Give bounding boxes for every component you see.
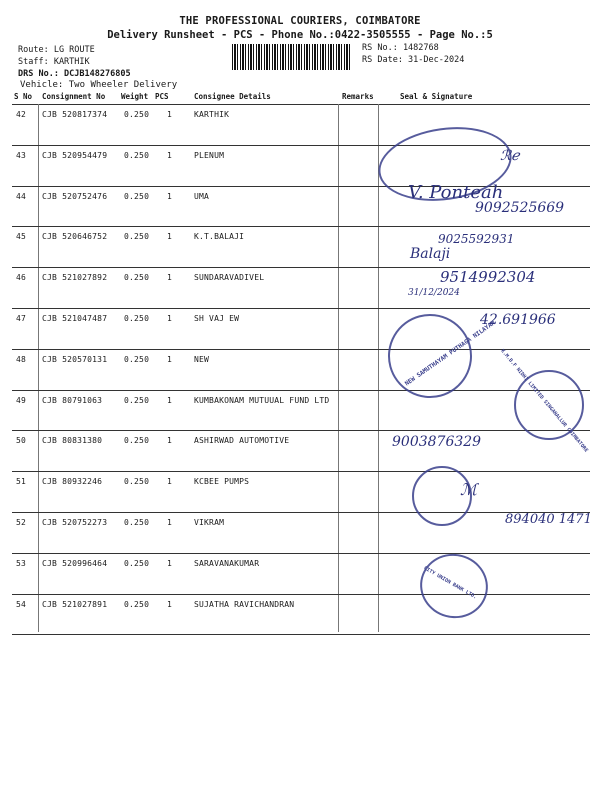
cell-sno: 44 [16,191,27,201]
company-title: THE PROFESSIONAL COURIERS, COIMBATORE [179,15,421,27]
row-divider [12,512,590,513]
cell-consignment: CJB 520752476 [42,191,108,201]
cell-sno: 52 [16,518,27,527]
cell-weight: 0.250 [124,191,150,201]
cell-consignee: SUNDARAVADIVEL [194,273,265,283]
row-divider [12,471,590,472]
col-pcs: PCS [155,92,169,101]
phone-46: 9514992304 [440,268,536,286]
cell-weight: 0.250 [124,518,150,527]
cell-pcs: 1 [167,395,173,405]
runsheet-subtitle: Delivery Runsheet - PCS - Phone No.:0422-3505555 - Page No.:5 [107,29,493,41]
signature-44: V. Ponteah [408,182,504,203]
stamp-53-text: CITY UNION BANK LTD. [422,565,478,601]
cell-pcs: 1 [167,436,173,446]
cell-consignment: CJB 521027891 [42,599,108,609]
cell-consignee: PLENUM [194,150,225,160]
col-seal: Seal & Signature [400,92,473,101]
cell-consignment: CJB 520570131 [42,354,108,364]
cell-consignee: VIKRAM [194,518,225,527]
cell-weight: 0.250 [124,436,150,446]
stamp-48-text: NEW SAMUTHAYAM PUTHAGA NILAYAM [403,319,497,388]
cell-pcs: 1 [167,110,173,119]
phone-45: 9025592931 [438,232,515,246]
cell-consignee: KARTHIK [194,110,230,119]
cell-consignee: NEW [194,354,210,364]
signature-initials: ℛℯ [500,148,520,164]
cell-consignment: CJB 520996464 [42,558,108,568]
cell-consignee: KCBEE PUMPS [194,477,250,487]
cell-weight: 0.250 [124,477,150,487]
cell-sno: 45 [16,232,27,242]
date-46: 31/12/2024 [408,288,460,298]
row-divider [12,226,590,227]
phone-52: 894040 1471 [505,512,592,527]
meta-right [362,42,464,66]
cell-weight: 0.250 [124,558,150,568]
cell-weight: 0.250 [124,150,150,160]
cell-consignee: SARAVANAKUMAR [194,558,260,568]
rs-date: RS Date: 31-Dec-2024 [362,55,465,65]
cell-consignment: CJB 80932246 [42,477,103,487]
signature-45: Balaji [410,246,451,262]
cell-consignment: CJB 80831380 [42,436,103,446]
cell-pcs: 1 [167,273,173,283]
cell-sno: 46 [16,273,27,283]
col-weight: Weight [121,92,149,101]
route-label: Route: LG ROUTE [18,45,95,55]
col-remarks: Remarks [342,92,374,101]
cell-consignee: UMA [194,191,210,201]
cell-consignment: CJB 520817374 [42,110,108,119]
cell-consignment: CJB 521027892 [42,273,108,283]
cell-consignee: K.T.BALAJI [194,232,245,242]
phone-47: 42.691966 [480,312,556,328]
row-divider [12,594,590,595]
cell-sno: 54 [16,599,27,609]
cell-consignment: CJB 520752273 [42,518,108,527]
cell-sno: 49 [16,395,27,405]
rs-number: RS No.: 1482768 [362,43,439,53]
cell-consignee: SUJATHA RAVICHANDRAN [194,599,295,609]
cell-pcs: 1 [167,150,173,160]
cell-weight: 0.250 [124,273,150,283]
stamp-48 [379,305,482,408]
cell-consignee: ASHIRWAD AUTOMOTIVE [194,436,290,446]
col-sno: S No [14,92,33,101]
row-divider [12,634,590,635]
header-divider [12,104,590,105]
phone-50: 9003876329 [392,434,482,450]
meta-left [18,44,131,80]
barcode [232,44,352,70]
cell-weight: 0.250 [124,395,150,405]
cell-pcs: 1 [167,314,173,323]
cell-pcs: 1 [167,599,173,609]
cell-sno: 51 [16,477,27,487]
phone-44: 9092525669 [475,200,565,216]
stamp-49-text: K.M.B.F NIDHI LIMITED SINGANALLUR COIMBATORE [499,348,590,454]
row-divider [12,308,590,309]
row-divider [12,390,590,391]
cell-consignment: CJB 521047487 [42,314,108,323]
cell-sno: 42 [16,110,27,119]
cell-sno: 50 [16,436,27,446]
cell-pcs: 1 [167,558,173,568]
signature-51: ℳ [460,480,478,499]
row-divider [12,553,590,554]
cell-pcs: 1 [167,191,173,201]
vehicle-label: Vehicle: Two Wheeler Delivery [20,80,178,90]
cell-sno: 47 [16,314,27,323]
staff-label: Staff: KARTHIK [18,57,90,67]
cell-pcs: 1 [167,477,173,487]
cell-weight: 0.250 [124,232,150,242]
cell-consignment: CJB 80791063 [42,395,103,405]
cell-pcs: 1 [167,518,173,527]
drs-label: DRS No.: DCJB148276805 [18,69,131,79]
cell-weight: 0.250 [124,110,150,119]
row-divider [12,430,590,431]
cell-weight: 0.250 [124,599,150,609]
cell-pcs: 1 [167,354,173,364]
cell-sno: 53 [16,558,27,568]
col-consignee: Consignee Details [194,92,271,101]
cell-weight: 0.250 [124,354,150,364]
cell-sno: 43 [16,150,27,160]
cell-weight: 0.250 [124,314,150,323]
cell-sno: 48 [16,354,27,364]
cell-consignee: KUMBAKONAM MUTUUAL FUND LTD [194,395,330,405]
cell-consignment: CJB 520646752 [42,232,108,242]
cell-consignment: CJB 520954479 [42,150,108,160]
col-consignment: Consignment No [42,92,106,101]
cell-pcs: 1 [167,232,173,242]
cell-consignee: SH VAJ EW [194,314,240,323]
